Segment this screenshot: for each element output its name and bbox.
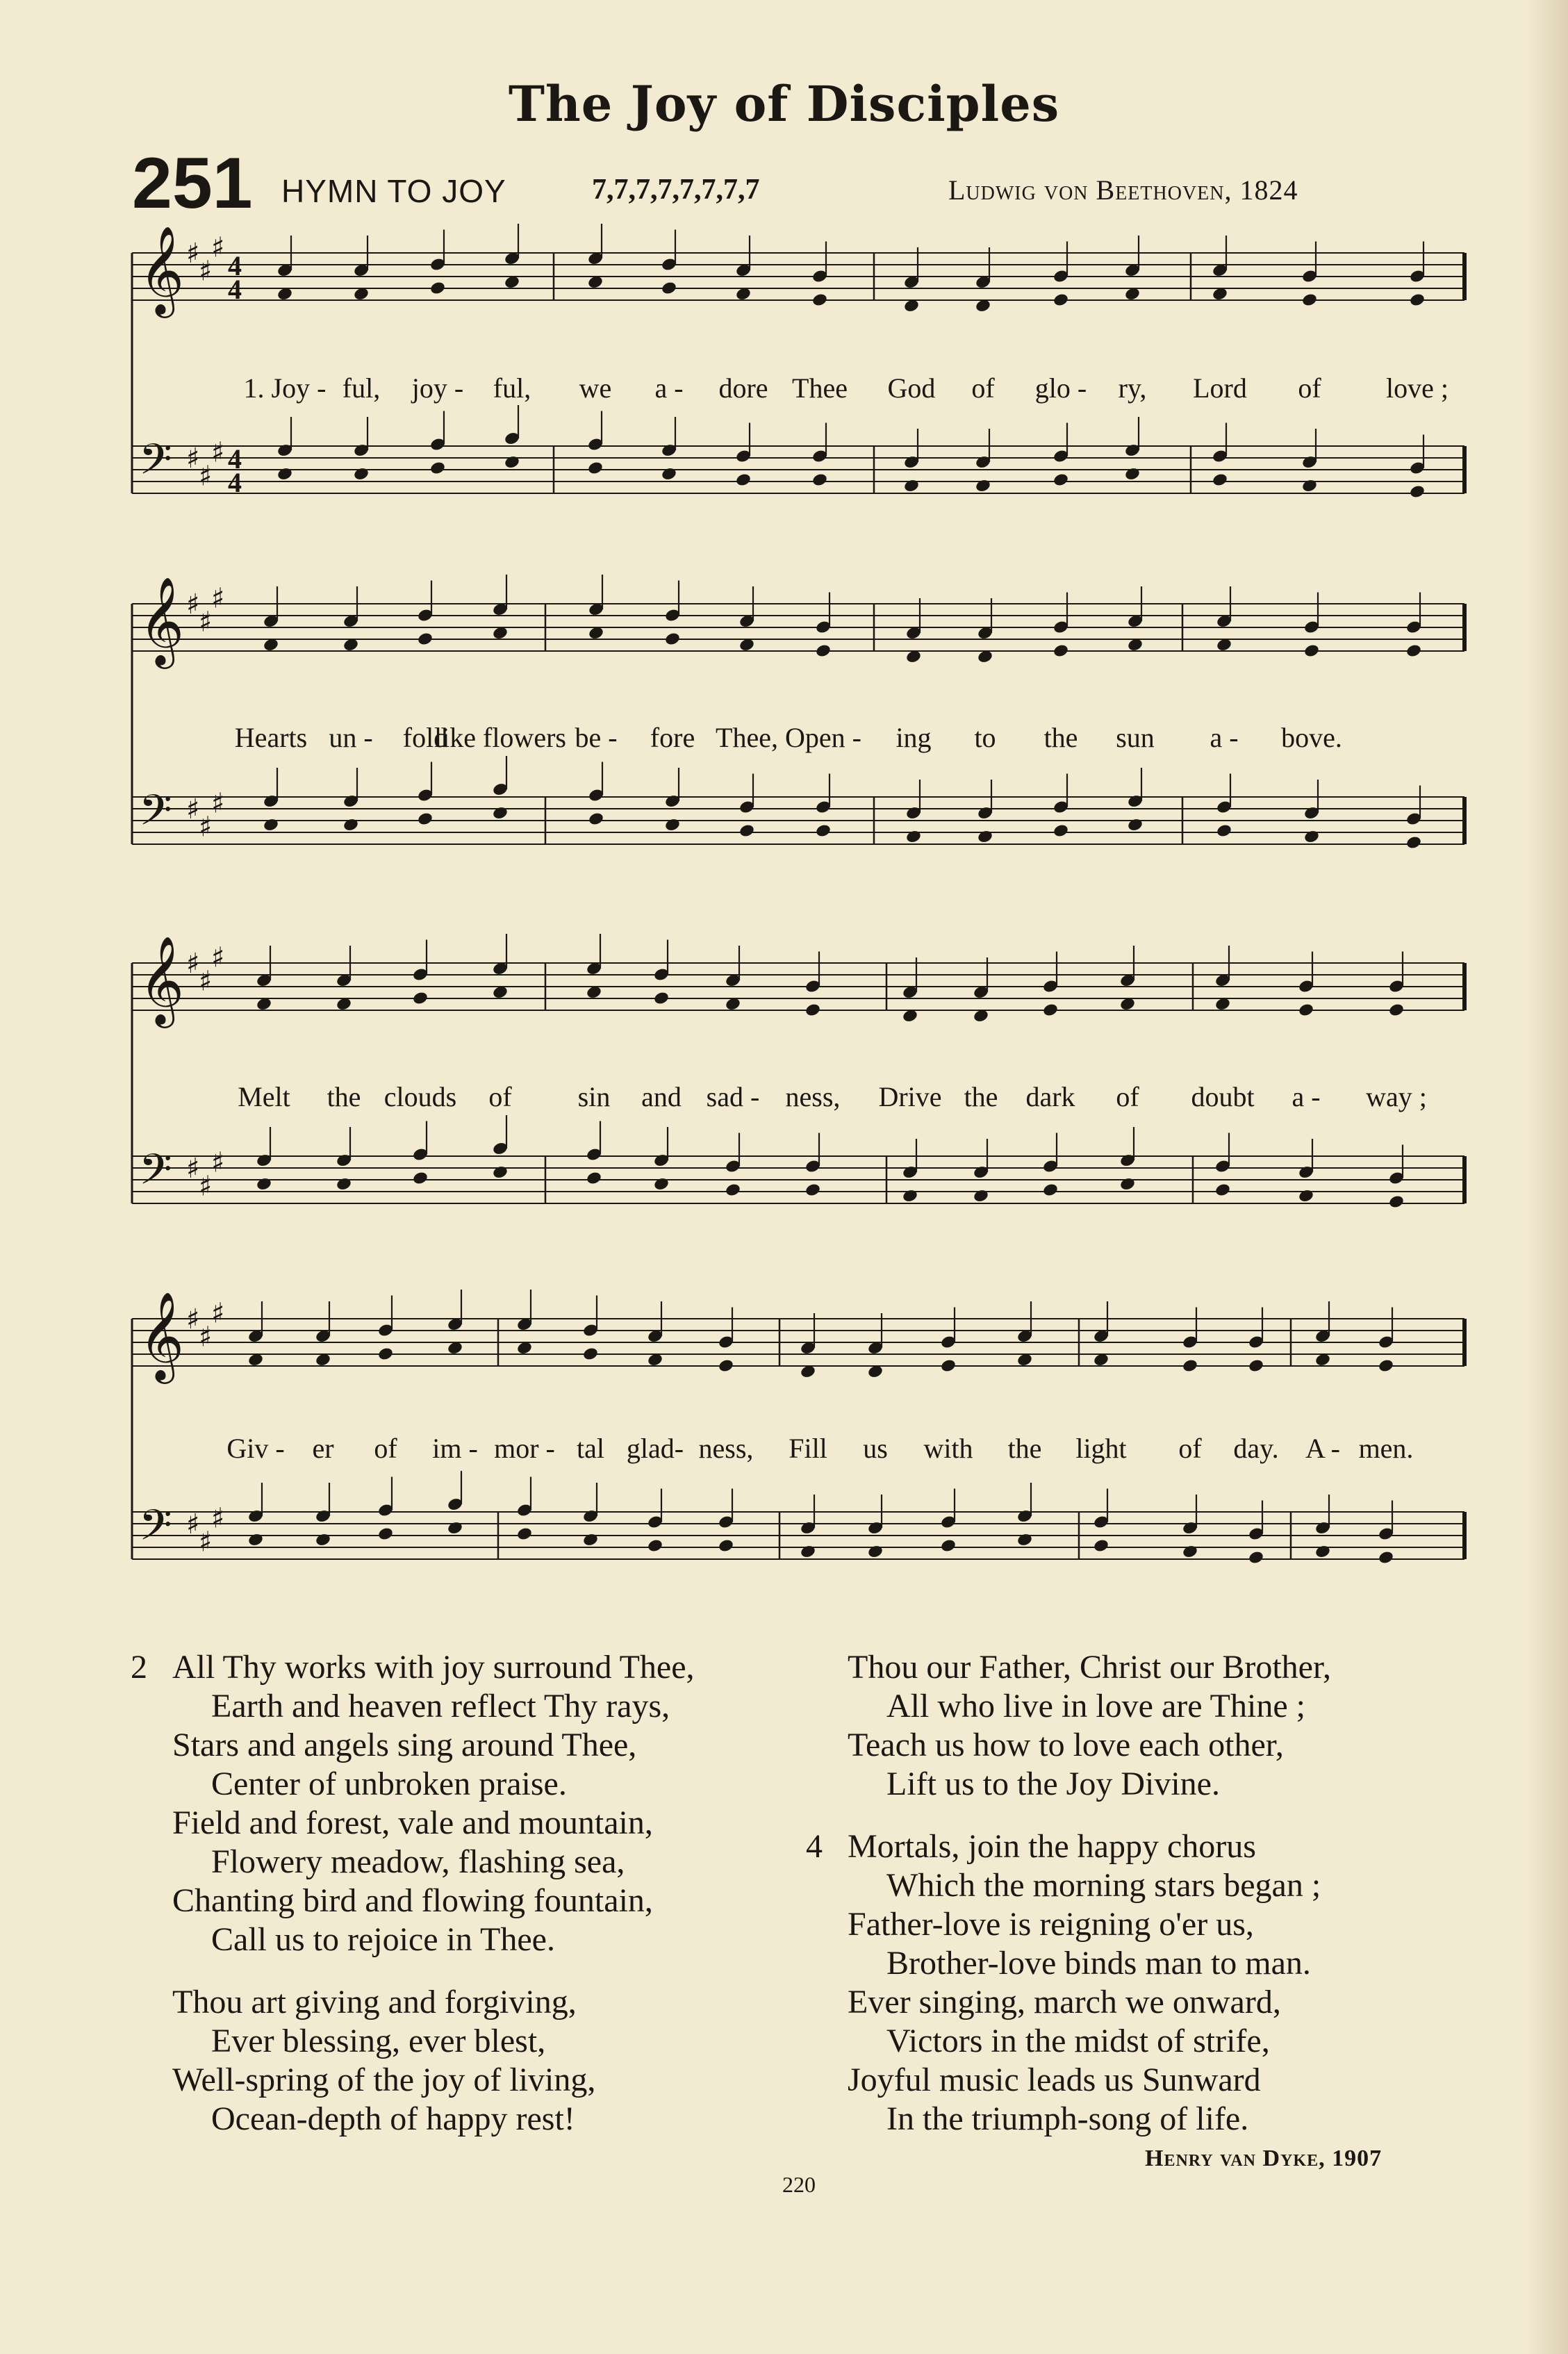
note-head [940, 1538, 957, 1553]
note-head [377, 1526, 394, 1541]
note-head [1409, 484, 1426, 499]
lyric-syllable: ness, [785, 1081, 841, 1112]
lyric-syllable: the [964, 1081, 998, 1112]
treble-clef-icon: 𝄞 [139, 1291, 185, 1380]
verse-line: Ocean-depth of happy rest! [211, 2100, 575, 2137]
sharp-icon: ♯ [186, 443, 200, 475]
author-credit: Henry van Dyke, 1907 [1145, 2146, 1383, 2171]
time-signature-digit: 4 [228, 467, 242, 498]
lyric-syllable: A - [1305, 1433, 1340, 1464]
note-head [277, 466, 293, 481]
bass-clef-icon: 𝄢 [139, 1501, 172, 1561]
note-head [647, 1538, 663, 1553]
lyric-syllable: dark [1025, 1081, 1075, 1112]
note-head [412, 991, 429, 1005]
lyric-syllable: way ; [1366, 1081, 1427, 1112]
lyric-syllable: of [374, 1433, 397, 1464]
sharp-icon: ♯ [199, 1321, 213, 1353]
sharp-icon: ♯ [199, 811, 213, 843]
note-head [1248, 1358, 1264, 1373]
sharp-icon: ♯ [211, 787, 225, 820]
sharp-icon: ♯ [199, 965, 213, 998]
lyric-syllable: ness, [698, 1433, 754, 1464]
sharp-icon: ♯ [186, 1303, 200, 1335]
lyric-syllable: un - [329, 722, 373, 753]
sharp-icon: ♯ [211, 231, 225, 264]
treble-clef-icon: 𝄞 [139, 576, 185, 665]
note-head [1405, 835, 1422, 850]
lyric-syllable: Fill [789, 1433, 827, 1464]
note-head [429, 461, 446, 475]
lyric-syllable: men. [1358, 1433, 1414, 1464]
note-head [902, 1188, 918, 1203]
note-head [718, 1358, 734, 1373]
lyric-syllable: glad- [626, 1433, 684, 1464]
note-head [1053, 823, 1069, 838]
note-head [973, 1188, 989, 1203]
hymn-number: 251 [132, 143, 253, 224]
note-head [417, 812, 434, 826]
note-head [804, 1183, 821, 1197]
lyric-syllable: Drive [878, 1081, 942, 1112]
page-number: 220 [782, 2172, 816, 2197]
sharp-icon: ♯ [199, 255, 213, 288]
note-head [1303, 829, 1320, 843]
verse-line: All Thy works with joy surround Thee, [172, 1649, 695, 1686]
sharp-icon: ♯ [211, 941, 225, 974]
sharp-icon: ♯ [186, 1153, 200, 1185]
sharp-icon: ♯ [211, 1502, 225, 1535]
note-head [1314, 1544, 1331, 1558]
verse-line: Center of unbroken praise. [211, 1765, 567, 1802]
bass-clef-icon: 𝄢 [139, 1145, 172, 1205]
note-head [1053, 643, 1069, 658]
note-head [725, 1183, 741, 1197]
verse-line: Ever singing, march we onward, [848, 1984, 1281, 2020]
lyric-syllable: like flowers [434, 722, 566, 753]
verse-line: Father-love is reigning o'er us, [848, 1906, 1254, 1943]
note-head [1053, 472, 1069, 487]
lyric-syllable: the [1043, 722, 1078, 753]
treble-clef-icon: 𝄞 [139, 935, 185, 1024]
note-head [661, 466, 677, 481]
sharp-icon: ♯ [211, 1146, 225, 1179]
note-head [653, 991, 670, 1005]
note-head [940, 1358, 957, 1373]
sharp-icon: ♯ [199, 606, 213, 639]
lyric-syllable: Giv - [226, 1433, 285, 1464]
lyric-syllable: a - [1291, 1081, 1321, 1112]
lyric-syllable: a - [1210, 722, 1239, 753]
lyric-syllable: the [1007, 1433, 1042, 1464]
verse-number: 2 [131, 1649, 147, 1686]
sharp-icon: ♯ [199, 1526, 213, 1558]
verse-line: Well-spring of the joy of living, [172, 2061, 596, 2098]
note-head [1182, 1358, 1198, 1373]
verse-line: Which the morning stars began ; [886, 1867, 1321, 1904]
note-head [586, 1171, 602, 1185]
lyric-syllable: Thee, [716, 722, 778, 753]
lyric-syllable: Open - [785, 722, 861, 753]
note-head [587, 461, 604, 475]
note-head [1303, 643, 1320, 658]
lyric-syllable: of [1116, 1081, 1139, 1112]
verse-line: In the triumph-song of life. [886, 2100, 1249, 2137]
lyric-syllable: ry, [1118, 372, 1147, 404]
sharp-icon: ♯ [186, 948, 200, 980]
note-head [492, 805, 509, 820]
note-head [1378, 1550, 1394, 1565]
time-signature-digit: 4 [228, 274, 242, 305]
note-head [804, 1003, 821, 1017]
note-head [1182, 1544, 1198, 1558]
lyric-syllable: 1. Joy - [243, 372, 327, 404]
lyric-syllable: a - [654, 372, 684, 404]
bass-clef-icon: 𝄢 [139, 435, 172, 495]
sharp-icon: ♯ [186, 588, 200, 620]
note-head [1248, 1550, 1264, 1565]
note-head [247, 1532, 264, 1547]
verse-line: Earth and heaven reflect Thy rays, [211, 1688, 670, 1725]
verse-line: Lift us to the Joy Divine. [886, 1765, 1220, 1802]
time-signature-digit: 4 [228, 443, 242, 475]
lyric-syllable: us [863, 1433, 888, 1464]
note-head [588, 812, 604, 826]
lyric-syllable: be - [575, 722, 618, 753]
note-head [315, 1532, 331, 1547]
lyric-syllable: ful, [493, 372, 531, 404]
note-head [1016, 1532, 1033, 1547]
sharp-icon: ♯ [199, 460, 213, 493]
verse-line: Victors in the midst of strife, [886, 2023, 1270, 2059]
lyric-syllable: with [923, 1433, 973, 1464]
verse-line: Ever blessing, ever blest, [211, 2023, 546, 2059]
lyric-syllable: fold [402, 722, 448, 753]
lyric-syllable: joy - [411, 372, 464, 404]
note-head [735, 472, 752, 487]
composer-credit: Ludwig von Beethoven, 1824 [948, 174, 1298, 206]
note-head [1042, 1183, 1059, 1197]
note-head [353, 466, 370, 481]
note-head [1214, 1183, 1231, 1197]
lyric-syllable: sin [577, 1081, 611, 1112]
lyric-syllable: and [641, 1081, 682, 1112]
note-head [1093, 1538, 1109, 1553]
lyric-syllable: im - [432, 1433, 478, 1464]
sharp-icon: ♯ [211, 582, 225, 615]
note-head [811, 293, 828, 307]
sharp-icon: ♯ [211, 1297, 225, 1330]
note-head [661, 281, 677, 295]
lyric-syllable: sun [1116, 722, 1155, 753]
verse-line: Stars and angels sing around Thee, [172, 1727, 637, 1763]
verse-line: Call us to rejoice in Thee. [211, 1921, 555, 1958]
treble-clef-icon: 𝄞 [139, 225, 185, 314]
verse-line: Thou our Father, Christ our Brother, [848, 1649, 1332, 1686]
note-head [1298, 1188, 1314, 1203]
meter: 7,7,7,7,7,7,7,7 [592, 174, 760, 206]
lyric-syllable: ful, [342, 372, 381, 404]
lyric-syllable: of [488, 1081, 512, 1112]
sharp-icon: ♯ [186, 1508, 200, 1540]
lyric-syllable: the [327, 1081, 361, 1112]
note-head [343, 817, 359, 832]
note-head [1301, 478, 1318, 493]
lyric-syllable: love ; [1386, 372, 1449, 404]
tune-name: HYMN TO JOY [281, 173, 506, 209]
note-head [1127, 817, 1144, 832]
lyric-syllable: doubt [1191, 1081, 1255, 1112]
note-head [815, 823, 832, 838]
note-head [975, 478, 991, 493]
lyric-syllable: fore [650, 722, 695, 753]
verse-line: Field and forest, vale and mountain, [172, 1804, 653, 1841]
lyric-syllable: clouds [383, 1081, 457, 1112]
note-head [1378, 1358, 1394, 1373]
note-head [1405, 643, 1422, 658]
note-head [263, 817, 279, 832]
note-head [977, 829, 993, 843]
note-head [1388, 1003, 1405, 1017]
lyric-syllable: sad - [706, 1081, 760, 1112]
sharp-icon: ♯ [199, 1170, 213, 1203]
sharp-icon: ♯ [186, 238, 200, 270]
note-head [1216, 823, 1232, 838]
sharp-icon: ♯ [186, 793, 200, 825]
verse-line: Flowery meadow, flashing sea, [211, 1843, 625, 1880]
note-head [1301, 293, 1318, 307]
verse-line: Brother-love binds man to man. [886, 1945, 1311, 1982]
lyric-syllable: mor - [494, 1433, 555, 1464]
note-head [1298, 1003, 1314, 1017]
note-head [738, 823, 755, 838]
note-head [447, 1520, 463, 1535]
note-head [903, 478, 920, 493]
note-head [1212, 472, 1228, 487]
verse-line: Chanting bird and flowing fountain, [172, 1882, 653, 1919]
note-head [718, 1538, 734, 1553]
verse-number: 4 [806, 1828, 823, 1865]
lyric-syllable: light [1075, 1433, 1127, 1464]
note-head [1388, 1194, 1405, 1209]
lyric-syllable: God [887, 372, 936, 404]
note-head [1124, 466, 1141, 481]
note-head [664, 632, 681, 646]
lyric-syllable: of [971, 372, 995, 404]
lyric-syllable: Hearts [234, 722, 308, 753]
note-head [867, 1544, 884, 1558]
lyric-syllable: bove. [1281, 722, 1342, 753]
lyric-syllable: Lord [1193, 372, 1247, 404]
lyric-syllable: glo - [1034, 372, 1087, 404]
note-head [504, 454, 520, 469]
lyric-syllable: dore [718, 372, 768, 404]
note-head [815, 643, 832, 658]
lyric-syllable: Thee [792, 372, 848, 404]
note-head [1119, 1176, 1136, 1191]
note-head [811, 472, 828, 487]
note-head [1409, 293, 1426, 307]
lyric-syllable: of [1178, 1433, 1202, 1464]
bass-clef-icon: 𝄢 [139, 786, 172, 846]
note-head [582, 1347, 599, 1361]
time-signature-digit: 4 [228, 250, 242, 281]
lyric-syllable: we [579, 372, 612, 404]
note-head [653, 1176, 670, 1191]
verse-line: All who live in love are Thine ; [886, 1688, 1305, 1725]
verse-line: Joyful music leads us Sunward [848, 2061, 1261, 2098]
note-head [800, 1544, 816, 1558]
lyric-syllable: tal [577, 1433, 604, 1464]
note-head [412, 1171, 429, 1185]
note-head [582, 1532, 599, 1547]
lyric-syllable: ing [896, 722, 932, 753]
verse-line: Mortals, join the happy chorus [848, 1828, 1256, 1865]
note-head [492, 1164, 509, 1179]
note-head [664, 817, 681, 832]
note-head [1053, 293, 1069, 307]
lyric-syllable: Melt [238, 1081, 290, 1112]
note-head [417, 632, 434, 646]
note-head [256, 1176, 272, 1191]
lyric-syllable: to [974, 722, 996, 753]
note-head [516, 1526, 533, 1541]
lyric-syllable: day. [1233, 1433, 1279, 1464]
verse-line: Teach us how to love each other, [848, 1727, 1284, 1763]
sharp-icon: ♯ [211, 436, 225, 469]
lyric-syllable: of [1298, 372, 1321, 404]
lyric-syllable: er [312, 1433, 334, 1464]
page-title: The Joy of Disciples [508, 75, 1060, 133]
verse-line: Thou art giving and forgiving, [172, 1984, 577, 2020]
note-head [377, 1347, 394, 1361]
note-head [905, 829, 922, 843]
note-head [1042, 1003, 1059, 1017]
note-head [429, 281, 446, 295]
note-head [336, 1176, 352, 1191]
